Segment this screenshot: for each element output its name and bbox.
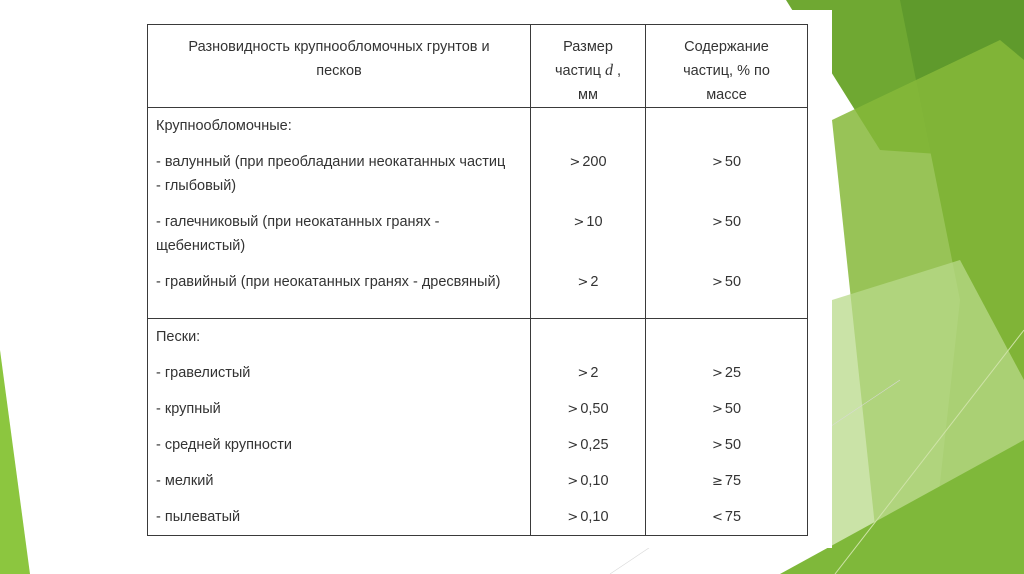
table-group-row	[148, 108, 808, 319]
particle-content-number: 75	[724, 509, 742, 525]
particle-content-number: 50	[724, 274, 742, 290]
table-group-row	[148, 319, 808, 536]
particle-size-number: 0,50	[580, 401, 609, 417]
group-title: Пески:	[156, 329, 201, 345]
particle-content-number: 50	[724, 154, 742, 170]
group-title: Крупнообломочные:	[156, 118, 292, 134]
particle-size-number: 0,10	[580, 509, 609, 525]
header-size-unit: мм	[578, 87, 598, 103]
particle-size-number: 0,10	[580, 473, 609, 489]
header-size-word: частиц	[554, 63, 601, 79]
particle-content-value	[646, 397, 807, 421]
particle-size-value	[531, 150, 645, 198]
particle-content-number: 50	[724, 401, 742, 417]
particle-content-number: 25	[724, 365, 742, 381]
group-contents-cell	[646, 319, 808, 536]
document-page	[128, 10, 832, 548]
particle-size-value	[531, 505, 645, 529]
particle-content-value	[646, 150, 807, 198]
group-contents-cell	[646, 108, 808, 319]
group-title-spacer	[646, 325, 807, 349]
particle-content-sign: <	[711, 510, 723, 525]
group-title-spacer	[531, 114, 645, 138]
soil-type-name: - гравийный (при неокатанных гранях - дресвяный)	[156, 274, 501, 290]
soil-type-name: - средней крупности	[156, 437, 292, 453]
particle-size-number: 2	[590, 274, 599, 290]
header-size-symbol: d	[604, 62, 613, 79]
header-soil-type-text: Разновидность крупнообломочных грунтов и песков	[188, 39, 490, 79]
group-sizes-cell	[531, 319, 646, 536]
soil-type-name: - гравелистый	[156, 365, 251, 381]
particle-size-sign: >	[567, 402, 579, 417]
particle-content-sign: >	[711, 366, 723, 381]
header-particle-size	[531, 25, 646, 108]
soil-type-name: - пылеватый	[156, 509, 241, 525]
group-sizes-cell	[531, 108, 646, 319]
particle-content-value	[646, 270, 807, 318]
header-size-line2	[531, 59, 645, 83]
particle-size-number: 200	[582, 154, 607, 170]
particle-content-value	[646, 210, 807, 258]
soil-type-name: - крупный	[156, 401, 221, 417]
soil-type-name: - галечниковый (при неокатанных гранях - щебенистый)	[156, 214, 440, 254]
particle-size-sign: >	[569, 155, 581, 170]
particle-content-sign: >	[711, 438, 723, 453]
particle-size-value	[531, 270, 645, 318]
particle-content-sign: ≥	[711, 474, 723, 489]
green-stripe-left	[0, 350, 30, 574]
particle-content-sign: >	[711, 215, 723, 230]
particle-size-sign: >	[567, 510, 579, 525]
header-soil-type	[148, 25, 531, 108]
soil-type-name: - мелкий	[156, 473, 214, 489]
particle-content-number: 50	[724, 214, 742, 230]
particle-size-sign: >	[577, 275, 589, 290]
header-particle-content	[646, 25, 808, 108]
particle-content-number: 75	[724, 473, 742, 489]
particle-size-sign: >	[567, 438, 579, 453]
header-content-text: Содержание частиц, % по массе	[683, 39, 770, 103]
soil-type-name: - валунный (при преобладании неокатанных частиц - глыбовый)	[156, 154, 506, 194]
particle-size-value	[531, 433, 645, 457]
particle-size-number: 0,25	[580, 437, 609, 453]
group-names-cell	[148, 319, 531, 536]
particle-content-value	[646, 505, 807, 529]
particle-size-value	[531, 361, 645, 385]
particle-size-sign: >	[573, 215, 585, 230]
particle-content-sign: >	[711, 402, 723, 417]
group-title-spacer	[646, 114, 807, 138]
particle-size-sign: >	[577, 366, 589, 381]
group-title-spacer	[531, 325, 645, 349]
particle-content-value	[646, 361, 807, 385]
particle-content-number: 50	[724, 437, 742, 453]
table-header-row	[148, 25, 808, 108]
soil-classification-table	[147, 24, 808, 536]
particle-content-value	[646, 469, 807, 493]
particle-content-sign: >	[711, 155, 723, 170]
particle-content-value	[646, 433, 807, 457]
particle-content-sign: >	[711, 275, 723, 290]
particle-size-value	[531, 397, 645, 421]
group-names-cell	[148, 108, 531, 319]
header-size-line1: Размер	[563, 39, 613, 55]
particle-size-number: 2	[590, 365, 599, 381]
particle-size-value	[531, 469, 645, 493]
header-size-comma: ,	[616, 63, 621, 79]
particle-size-value	[531, 210, 645, 258]
particle-size-sign: >	[567, 474, 579, 489]
particle-size-number: 10	[586, 214, 603, 230]
